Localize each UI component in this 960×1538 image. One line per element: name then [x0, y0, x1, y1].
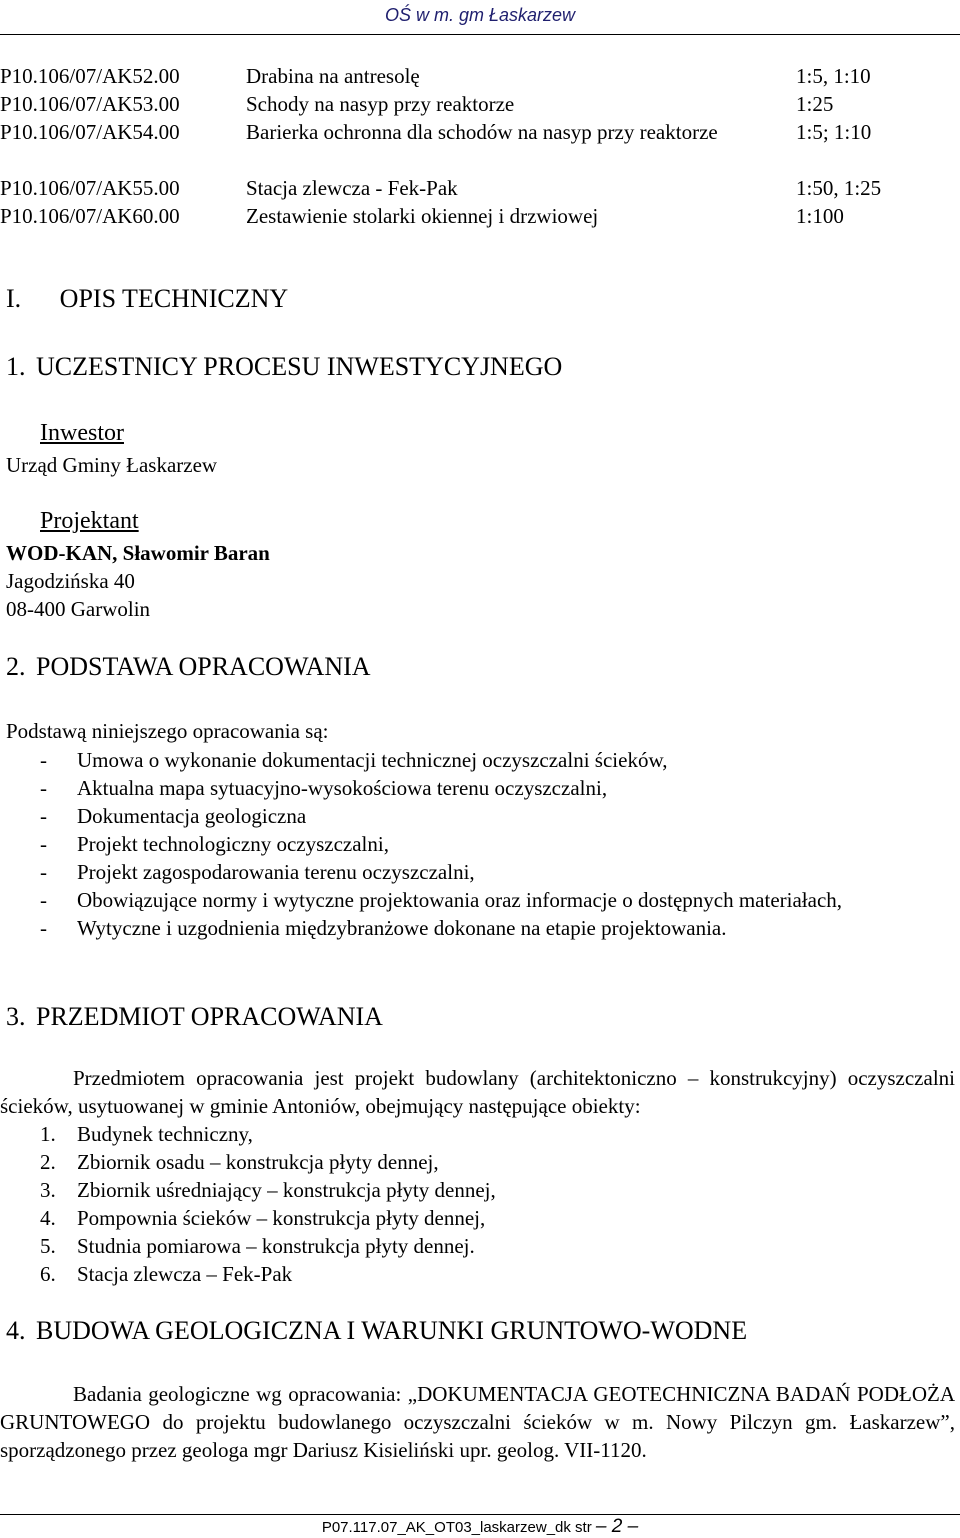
- drawing-list: [0, 62, 960, 230]
- drawing-row: [0, 90, 960, 118]
- drawing-scale: 1:25: [796, 92, 834, 116]
- list-marker: -: [40, 832, 47, 856]
- list-text: Wytyczne i uzgodnienia międzybranżowe dokonane na etapie projektowania.: [77, 916, 727, 940]
- list-marker: 4.: [40, 1206, 56, 1230]
- drawing-scale: 1:5; 1:10: [796, 120, 872, 144]
- drawing-row: [0, 62, 960, 90]
- drawing-row: [0, 174, 960, 202]
- list-marker: -: [40, 916, 47, 940]
- section-number: I.: [6, 284, 22, 313]
- list-marker: 3.: [40, 1178, 56, 1202]
- list-item: [0, 802, 955, 830]
- list-marker: -: [40, 748, 47, 772]
- list-text: Zbiornik uśredniający – konstrukcja płyty dennej,: [77, 1178, 496, 1202]
- drawing-scale: 1:50, 1:25: [796, 176, 882, 200]
- drawing-code: P10.106/07/AK54.00: [0, 120, 180, 144]
- list-marker: 2.: [40, 1150, 56, 1174]
- section-title: PRZEDMIOT OPRACOWANIA: [36, 1002, 383, 1031]
- list-item: [0, 886, 955, 914]
- list-marker: -: [40, 888, 47, 912]
- footer-divider: [0, 1514, 960, 1515]
- designer-label: Projektant: [40, 508, 139, 534]
- list-text: Aktualna mapa sytuacyjno-wysokościowa terenu oczyszczalni,: [77, 776, 608, 800]
- list-text: Projekt zagospodarowania terenu oczyszczalni,: [77, 860, 475, 884]
- section-title: BUDOWA GEOLOGICZNA I WARUNKI GRUNTOWO-WODNE: [36, 1316, 748, 1345]
- list-text: Studnia pomiarowa – konstrukcja płyty dennej.: [77, 1234, 475, 1258]
- list-text: Dokumentacja geologiczna: [77, 804, 307, 828]
- drawing-description: Zestawienie stolarki okiennej i drzwiowej: [246, 204, 599, 228]
- section-title: PODSTAWA OPRACOWANIA: [36, 652, 371, 681]
- drawing-code: P10.106/07/AK53.00: [0, 92, 180, 116]
- objects-list: [0, 1120, 955, 1288]
- section-1-heading: [6, 352, 562, 382]
- section-number: 3.: [6, 1002, 26, 1031]
- basis-list: [0, 746, 955, 942]
- list-text: Pompownia ścieków – konstrukcja płyty dennej,: [77, 1206, 486, 1230]
- list-marker: -: [40, 776, 47, 800]
- designer-city: 08-400 Garwolin: [6, 597, 151, 621]
- list-text: Budynek techniczny,: [77, 1122, 253, 1146]
- list-item: [0, 1120, 955, 1148]
- list-item: [0, 774, 955, 802]
- drawing-description: Drabina na antresolę: [246, 64, 420, 88]
- section-number: 4.: [6, 1316, 26, 1345]
- list-text: Zbiornik osadu – konstrukcja płyty dennej,: [77, 1150, 439, 1174]
- list-item: [0, 1176, 955, 1204]
- drawing-scale: 1:100: [796, 204, 844, 228]
- list-item: [0, 1204, 955, 1232]
- list-marker: 6.: [40, 1262, 56, 1286]
- section-number: 1.: [6, 352, 26, 381]
- section-2-intro: Podstawą niniejszego opracowania są:: [6, 719, 329, 743]
- section-3-heading: [6, 1002, 383, 1032]
- page-footer: [0, 1517, 960, 1538]
- drawing-description: Stacja zlewcza - Fek-Pak: [246, 176, 458, 200]
- list-marker: 1.: [40, 1122, 56, 1146]
- drawing-code: P10.106/07/AK52.00: [0, 64, 180, 88]
- list-marker: 5.: [40, 1234, 56, 1258]
- list-item: [0, 1148, 955, 1176]
- drawing-row: [0, 202, 960, 230]
- section-I-heading: [6, 284, 288, 314]
- section-3-intro: Przedmiotem opracowania jest projekt budowlany (architektoniczno – konstrukcyjny) oczyszczalni ścieków, usytuowanej w gminie Antoniów, obejmujący następujące obiekty:: [0, 1066, 955, 1118]
- page-header: OŚ w m. gm Łaskarzew: [384, 5, 576, 25]
- designer-street: Jagodzińska 40: [6, 569, 135, 593]
- drawing-description: Barierka ochronna dla schodów na nasyp przy reaktorze: [246, 120, 718, 144]
- list-text: Stacja zlewcza – Fek-Pak: [77, 1262, 293, 1286]
- section-title: UCZESTNICY PROCESU INWESTYCYJNEGO: [36, 352, 563, 381]
- drawing-code: P10.106/07/AK55.00: [0, 176, 180, 200]
- drawing-code: P10.106/07/AK60.00: [0, 204, 180, 228]
- list-item: [0, 914, 955, 942]
- drawing-scale: 1:5, 1:10: [796, 64, 871, 88]
- investor-name: Urząd Gminy Łaskarzew: [6, 453, 218, 477]
- designer-name: WOD-KAN, Sławomir Baran: [6, 541, 270, 565]
- section-number: 2.: [6, 652, 26, 681]
- list-marker: -: [40, 804, 47, 828]
- investor-label: Inwestor: [40, 420, 124, 446]
- list-item: [0, 1260, 955, 1288]
- section-2-heading: [6, 652, 371, 682]
- section-title: OPIS TECHNICZNY: [59, 284, 289, 313]
- section-4-text: Badania geologiczne wg opracowania: „DOKUMENTACJA GEOTECHNICZNA BADAŃ PODŁOŻA GRUNTOWEGO do projektu budowlanego oczyszczalni ścieków w m. Nowy Pilczyn gm. Łaskarzew”, sporządzonego przez geologa mgr Dariusz Kisieliński upr. geolog. VII-1120.: [0, 1382, 955, 1462]
- section-4-heading: [6, 1316, 747, 1346]
- list-item: [0, 830, 955, 858]
- drawing-description: Schody na nasyp przy reaktorze: [246, 92, 515, 116]
- list-item: [0, 746, 955, 774]
- list-text: Projekt technologiczny oczyszczalni,: [77, 832, 389, 856]
- list-text: Umowa o wykonanie dokumentacji technicznej oczyszczalni ścieków,: [77, 748, 668, 772]
- list-marker: -: [40, 860, 47, 884]
- drawing-row: [0, 118, 960, 174]
- document-id: P07.117.07_AK_OT03_laskarzew_dk str: [321, 1519, 592, 1536]
- header-divider: [0, 34, 960, 35]
- list-item: [0, 858, 955, 886]
- page-number: – 2 –: [595, 1516, 639, 1537]
- list-item: [0, 1232, 955, 1260]
- list-text: Obowiązujące normy i wytyczne projektowania oraz informacje o dostępnych materiałach,: [77, 888, 843, 912]
